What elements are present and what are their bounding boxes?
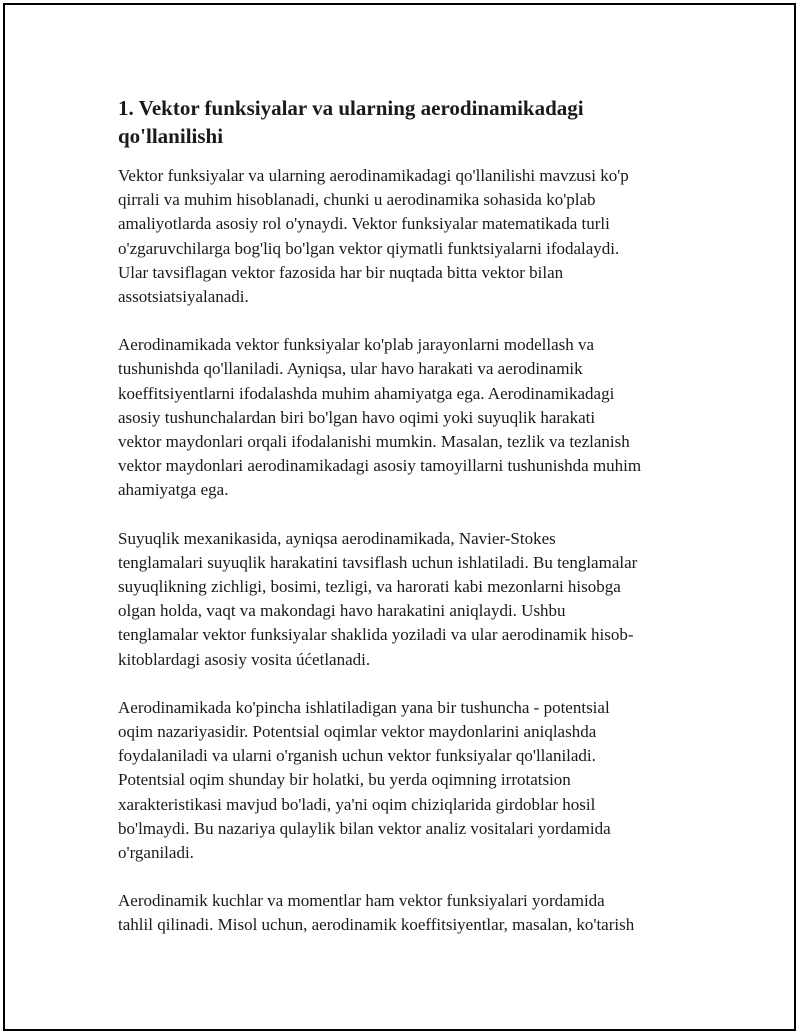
text-line: xarakteristikasi mavjud bo'ladi, ya'ni oqim chiziqlarida girdoblar hosil bbox=[118, 794, 596, 814]
text-line: Aerodinamik kuchlar va momentlar ham vektor funksiyalari yordamida bbox=[118, 891, 605, 911]
text-line: oqim nazariyasidir. Potentsial oqimlar vektor maydonlarini aniqlashda bbox=[118, 722, 597, 742]
text-line: tahlil qilinadi. Misol uchun, aerodinamik koeffitsiyentlar, masalan, ko'tarish bbox=[118, 915, 635, 935]
text-line: o'zgaruvchilarga bog'liq bo'lgan vektor qiymatli funktsiyalarni ifodalaydi. bbox=[118, 238, 620, 258]
text-line: assotsiatsiyalanadi. bbox=[118, 287, 249, 307]
section-title-line: 1. Vektor funksiyalar va ularning aerodinamikadagi bbox=[118, 96, 584, 120]
text-line: bo'lmaydi. Bu nazariya qulaylik bilan vektor analiz vositalari yordamida bbox=[118, 818, 611, 838]
text-line: kitoblardagi asosiy vosita úćetlanadi. bbox=[118, 649, 371, 669]
paragraph-2 bbox=[118, 333, 693, 502]
text-line: vektor maydonlari aerodinamikadagi asosiy tamoyillarni tushunishda muhim bbox=[118, 456, 642, 476]
text-line: tenglamalari suyuqlik harakatini tavsiflash uchun ishlatiladi. Bu tenglamalar bbox=[118, 552, 638, 572]
text-line: o'rganiladi. bbox=[118, 843, 194, 863]
section-title-line: qo'llanilishi bbox=[118, 124, 224, 148]
text-line: Ular tavsiflagan vektor fazosida har bir nuqtada bitta vektor bilan bbox=[118, 262, 564, 282]
text-line: Vektor funksiyalar va ularning aerodinamikadagi qo'llanilishi mavzusi ko'p bbox=[118, 166, 629, 185]
paragraph-1 bbox=[118, 164, 693, 309]
text-line: amaliyotlarda asosiy rol o'ynaydi. Vektor funksiyalar matematikada turli bbox=[118, 214, 610, 234]
text-line: tenglamalar vektor funksiyalar shaklida yoziladi va ular aerodinamik hisob- bbox=[118, 625, 634, 645]
text-line: foydalaniladi va ularni o'rganish uchun vektor funksiyalar qo'llaniladi. bbox=[118, 746, 596, 766]
paragraph-3 bbox=[118, 527, 693, 672]
paragraph-5 bbox=[118, 889, 693, 937]
text-line: suyuqlikning zichligi, bosimi, tezligi, va harorati kabi mezonlarni hisobga bbox=[118, 577, 621, 597]
section-title bbox=[118, 94, 693, 150]
text-line: Aerodinamikada ko'pincha ishlatiladigan yana bir tushuncha - potentsial bbox=[118, 697, 610, 717]
document-body bbox=[118, 94, 693, 962]
text-line: vektor maydonlari orqali ifodalanishi mumkin. Masalan, tezlik va tezlanish bbox=[118, 432, 630, 452]
text-line: olgan holda, vaqt va makondagi havo harakatini aniqlaydi. Ushbu bbox=[118, 601, 566, 621]
text-line: Aerodinamikada vektor funksiyalar ko'plab jarayonlarni modellash va bbox=[118, 335, 595, 355]
text-line: qirrali va muhim hisoblanadi, chunki u aerodinamika sohasida ko'plab bbox=[118, 190, 596, 210]
text-line: asosiy tushunchalardan biri bo'lgan havo oqimi yoki suyuqlik harakati bbox=[118, 407, 596, 427]
text-line: koeffitsiyentlarni ifodalashda muhim ahamiyatga ega. Aerodinamikadagi bbox=[118, 383, 615, 403]
text-line: Suyuqlik mexanikasida, ayniqsa aerodinamikada, Navier-Stokes bbox=[118, 528, 556, 548]
text-line: Potentsial oqim shunday bir holatki, bu yerda oqimning irrotatsion bbox=[118, 770, 571, 790]
text-line: tushunishda qo'llaniladi. Ayniqsa, ular havo harakati va aerodinamik bbox=[118, 359, 583, 379]
paragraph-4 bbox=[118, 696, 693, 865]
text-line: ahamiyatga ega. bbox=[118, 480, 229, 500]
